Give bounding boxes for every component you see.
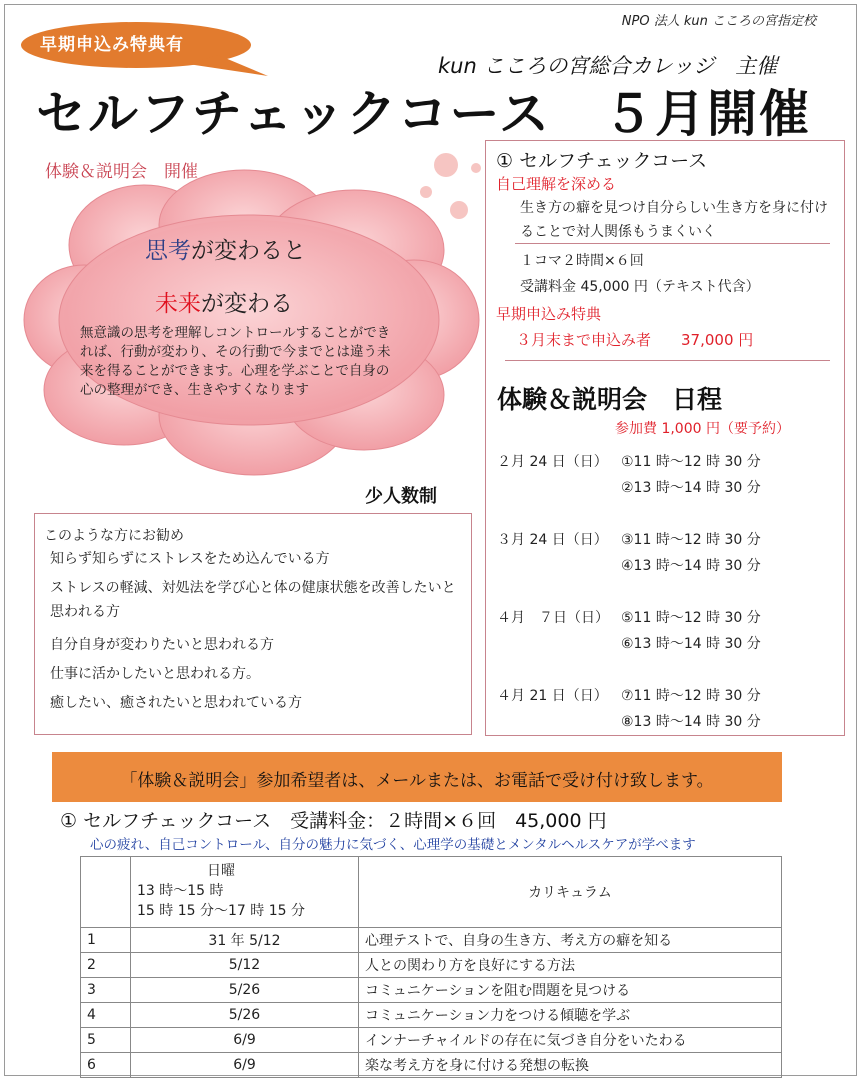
cloud-headline-2: 未来が変わる: [155, 291, 293, 317]
schedule-date: ２月 24 日（日）: [497, 454, 608, 470]
table-row: [81, 1028, 782, 1053]
row-num: 2: [81, 953, 131, 978]
recommend-item: 自分自身が変わりたいと思われる方: [50, 637, 274, 653]
schedule-date: ３月 24 日（日）: [497, 532, 608, 548]
row-date: 5/12: [131, 953, 359, 978]
header-date-cell: [131, 857, 359, 928]
course-subtitle: 自己理解を深める: [496, 175, 617, 193]
cloud-headline-1: 思考が変わると: [145, 238, 306, 264]
row-num: 6: [81, 1053, 131, 1078]
course-title: ① セルフチェックコース: [496, 150, 708, 172]
row-topic: 心理テストで、自身の生き方、考え方の癖を知る: [359, 928, 782, 953]
row-num: 5: [81, 1028, 131, 1053]
schedule-slot: ④13 時～14 時 30 分: [621, 558, 761, 574]
row-topic: 人との関わり方を良好にする方法: [359, 953, 782, 978]
schedule-slot: ②13 時～14 時 30 分: [621, 480, 761, 496]
recommend-item: 癒したい、癒されたいと思われている方: [50, 695, 302, 711]
participation-fee: 参加費 1,000 円（要予約）: [615, 421, 790, 437]
early-bird-title: 早期申込み特典: [496, 305, 602, 323]
divider: [515, 243, 830, 244]
row-topic: インナーチャイルドの存在に気づき自分をいたわる: [359, 1028, 782, 1053]
row-date: 6/9: [131, 1028, 359, 1053]
small-group-label: 少人数制: [365, 486, 437, 507]
row-date: 31 年 5/12: [131, 928, 359, 953]
recommend-item: ストレスの軽減、対処法を学び心と体の健康状態を改善したいと思われる方: [50, 580, 456, 620]
schedule-slot: ①11 時～12 時 30 分: [621, 454, 761, 470]
organization-label: NPO 法人 kun こころの宮指定校: [621, 14, 816, 29]
recommend-heading: このような方にお勧め: [44, 528, 184, 544]
schedule-slot: ⑧13 時～14 時 30 分: [621, 714, 761, 730]
header-day: 日曜: [207, 863, 235, 879]
course-sessions: １コマ２時間×６回: [520, 253, 644, 269]
table-row: [81, 978, 782, 1003]
course-fee: 受講料金 45,000 円（テキスト代含）: [520, 279, 760, 295]
curriculum-subtitle: 心の疲れ、自己コントロール、自分の魅力に気づく、心理学の基礎とメンタルヘルスケアが学べます: [90, 837, 696, 853]
row-date: 6/9: [131, 1053, 359, 1078]
divider: [505, 360, 830, 361]
session-label: 体験＆説明会 開催: [45, 162, 198, 182]
row-date: 5/26: [131, 978, 359, 1003]
header-time-2: 15 時 15 分～17 時 15 分: [137, 903, 305, 919]
contact-banner: [52, 752, 782, 802]
row-num: 3: [81, 978, 131, 1003]
schedule-slot: ⑤11 時～12 時 30 分: [621, 610, 761, 626]
row-topic: コミュニケーションを阻む問題を見つける: [359, 978, 782, 1003]
course-description: 生き方の癖を見つけ自分らしい生き方を身に付けることで対人関係もうまくいく: [520, 200, 828, 240]
table-header-row: [81, 857, 782, 928]
curriculum-table: [80, 856, 782, 1078]
schedule-slot: ⑥13 時～14 時 30 分: [621, 636, 761, 652]
row-topic: コミュニケーション力をつける傾聴を学ぶ: [359, 1003, 782, 1028]
table-row: [81, 928, 782, 953]
schedule-date: ４月 ７日（日）: [497, 610, 609, 626]
curriculum-title: ① セルフチェックコース 受講料金：２時間×６回 45,000 円: [60, 810, 607, 832]
recommend-item: 知らず知らずにストレスをため込んでいる方: [50, 551, 330, 567]
row-topic: 楽な考え方を身に付ける発想の転換: [359, 1053, 782, 1078]
early-bird-badge: [18, 20, 268, 76]
table-row: [81, 1053, 782, 1078]
table-row: [81, 1003, 782, 1028]
header-num-cell: [81, 857, 131, 928]
page-title: セルフチェックコース ５月開催: [36, 85, 811, 143]
table-row: [81, 953, 782, 978]
row-num: 1: [81, 928, 131, 953]
schedule-title: 体験＆説明会 日程: [497, 385, 723, 414]
cloud-body-text: 無意識の思考を理解しコントロールすることができれば、行動が変わり、その行動で今までとは違う未来を得ることができます。心理を学ぶことで自身の心の整理ができ、生きやすくなります: [80, 325, 391, 398]
contact-banner-text: 「体験＆説明会」参加希望者は、メールまたは、お電話で受け付け致します。: [120, 771, 714, 791]
thought-cloud: [14, 150, 494, 490]
recommend-item: 仕事に活かしたいと思われる方。: [50, 666, 260, 682]
schedule-date: ４月 21 日（日）: [497, 688, 608, 704]
header-time-1: 13 時～15 時: [137, 883, 224, 899]
schedule-slot: ③11 時～12 時 30 分: [621, 532, 761, 548]
row-date: 5/26: [131, 1003, 359, 1028]
host-label: kun こころの宮総合カレッジ 主催: [438, 54, 778, 78]
header-curriculum: カリキュラム: [359, 857, 782, 928]
early-bird-detail: ３月末まで申込み者 37,000 円: [516, 331, 754, 349]
badge-text: 早期申込み特典有: [40, 35, 184, 55]
schedule-slot: ⑦11 時～12 時 30 分: [621, 688, 761, 704]
row-num: 4: [81, 1003, 131, 1028]
